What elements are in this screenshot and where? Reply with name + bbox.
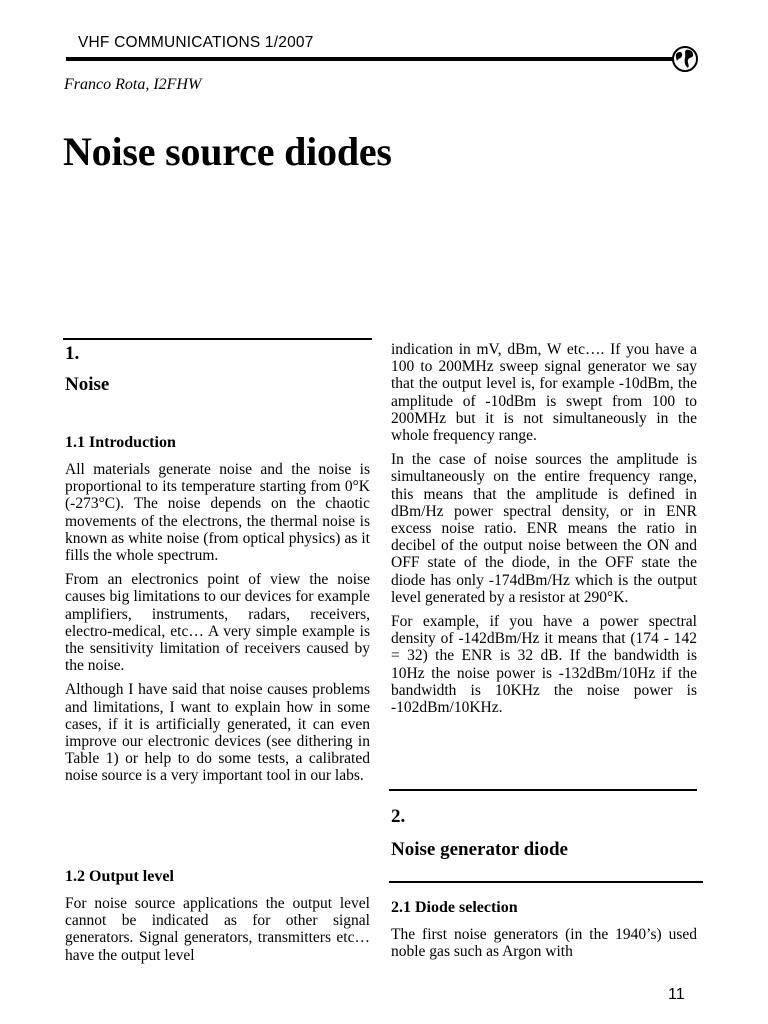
subsection-2-1-heading: 2.1 Diode selection [391, 899, 518, 916]
paragraph: For noise source applications the output level cannot be indicated as for other signal generators. Signal generators, transmitters etc… have the output level [65, 895, 370, 964]
paragraph: The first noise generators (in the 1940’s) used noble gas such as Argon with [391, 926, 697, 961]
subsection-1-1-body [65, 461, 370, 792]
paragraph: From an electronics point of view the noise causes big limitations to our devices for example amplifiers, instruments, radars, receivers, electro-medical, etc… A very simple example is the sensitivity limitation of receivers caused by the noise. [65, 571, 370, 675]
section-2-title: Noise generator diode [391, 839, 568, 860]
author-line: Franco Rota, I2FHW [64, 76, 202, 93]
page-number: 11 [668, 986, 685, 1003]
paragraph: For example, if you have a power spectral density of -142dBm/Hz it means that (174 - 142 = 32) the ENR is 32 dB. If the bandwidth is 10Hz the noise power is -132dBm/10Hz if the bandwidth is 10KHz the noise power is -102dBm/10KHz. [391, 613, 697, 717]
subsection-1-1-heading: 1.1 Introduction [65, 434, 176, 451]
paragraph: In the case of noise sources the amplitude is simultaneously on the entire frequency range, this means that the amplitude is defined in dBm/Hz power spectral density, or in ENR excess noise ratio. ENR means the ratio in decibel of the output noise between the ON and OFF state of the diode, in the OFF state the diode has only -174dBm/Hz which is the output level generated by a resistor at 290°K. [391, 451, 697, 606]
journal-header: VHF COMMUNICATIONS 1/2007 [78, 34, 314, 51]
paragraph: Although I have said that noise causes problems and limitations, I want to explain how in some cases, if it is artificially generated, it can even improve our electronic devices (see dithering in Table 1) or help to do some tests, a calibrated noise source is a very important tool in our labs. [65, 681, 370, 785]
globe-icon [670, 44, 700, 74]
section-2-number: 2. [391, 806, 406, 827]
paragraph: indication in mV, dBm, W etc…. If you have a 100 to 200MHz sweep signal generator we say that the output level is, for example -10dBm, the amplitude of -10dBm is swept from 100 to 200MHz but it is not simultaneously in the whole frequency range. [391, 341, 697, 445]
subsection-1-2-heading: 1.2 Output level [65, 868, 174, 885]
header-rule [66, 57, 674, 61]
subsection-2-1-rule [389, 881, 703, 883]
subsection-2-1-body [391, 926, 697, 967]
article-title: Noise source diodes [63, 129, 392, 174]
right-column-body [391, 341, 697, 723]
section-1-title: Noise [65, 374, 110, 395]
paragraph: All materials generate noise and the noise is proportional to its temperature starting from 0°K (-273°C). The noise depends on the chaotic movements of the electrons, the thermal noise is known as white noise (from optical physics) as it fills the whole spectrum. [65, 461, 370, 565]
subsection-1-2-body [65, 895, 370, 971]
section-1-number: 1. [65, 343, 80, 364]
section-2-rule [389, 789, 697, 791]
section-1-rule [63, 338, 372, 340]
